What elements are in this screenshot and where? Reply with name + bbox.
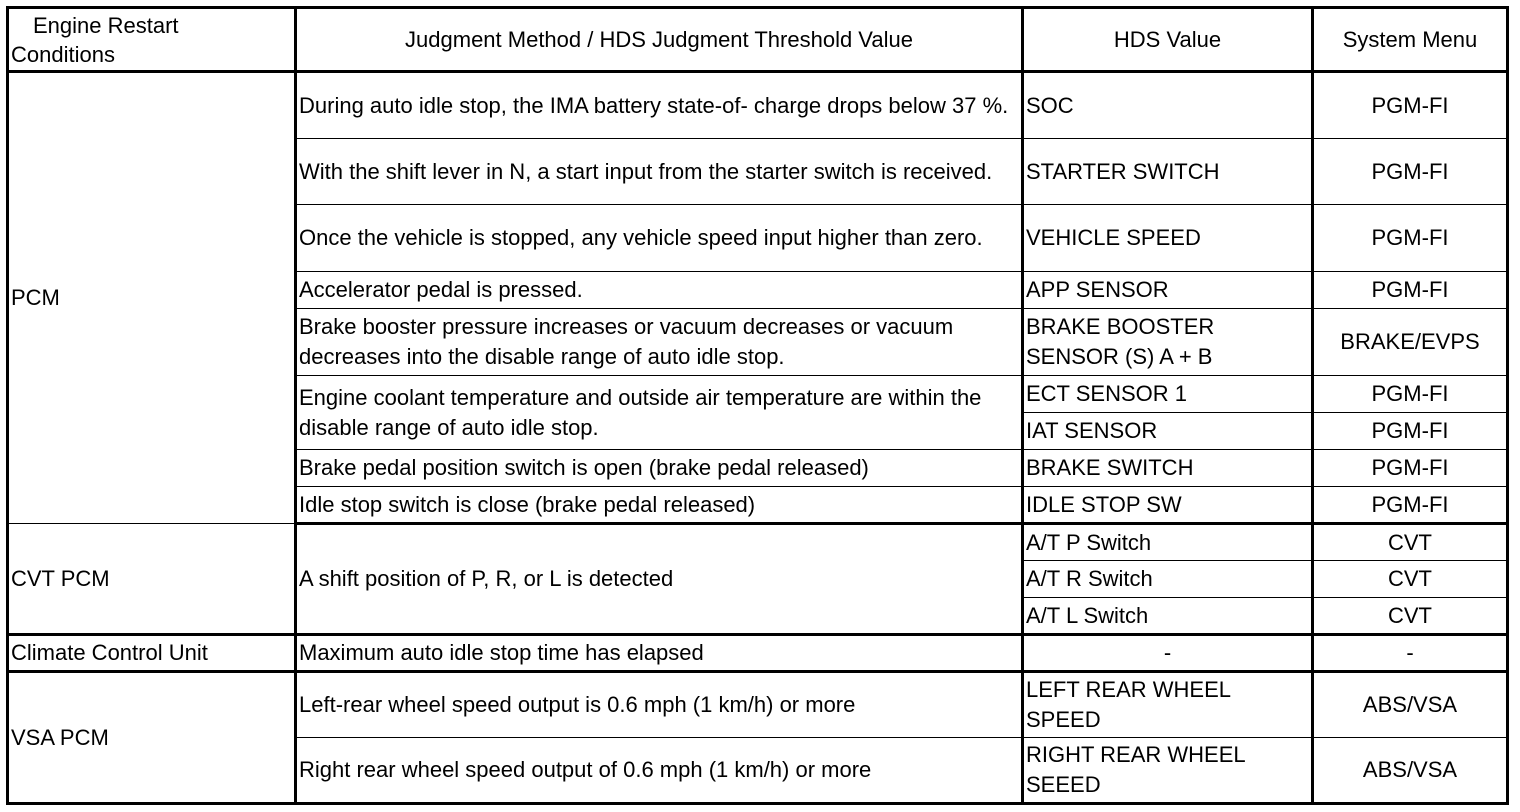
hds-value-cell: BRAKE SWITCH — [1023, 450, 1313, 487]
header-row — [8, 8, 1508, 72]
hds-value-cell: - — [1023, 635, 1313, 672]
method-cell: During auto idle stop, the IMA battery state-of- charge drops below 37 %. — [296, 72, 1023, 139]
method-cell: Idle stop switch is close (brake pedal released) — [296, 487, 1023, 524]
condition-cell-vsa-pcm: VSA PCM — [8, 672, 296, 804]
system-menu-cell: CVT — [1313, 561, 1508, 598]
system-menu-cell: ABS/VSA — [1313, 738, 1508, 804]
system-menu-cell: BRAKE/EVPS — [1313, 309, 1508, 376]
method-cell: Engine coolant temperature and outside air temperature are within the disable range of auto idle stop. — [296, 376, 1023, 450]
hds-value-cell: ECT SENSOR 1 — [1023, 376, 1313, 413]
method-cell: Right rear wheel speed output of 0.6 mph (1 km/h) or more — [296, 738, 1023, 804]
table-row — [8, 635, 1508, 672]
header-condition — [8, 8, 296, 72]
system-menu-cell: PGM-FI — [1313, 272, 1508, 309]
condition-cell-cvt-pcm: CVT PCM — [8, 524, 296, 635]
hds-value-cell: STARTER SWITCH — [1023, 139, 1313, 205]
system-menu-cell: PGM-FI — [1313, 450, 1508, 487]
system-menu-cell: ABS/VSA — [1313, 672, 1508, 738]
method-cell: Accelerator pedal is pressed. — [296, 272, 1023, 309]
hds-value-cell: VEHICLE SPEED — [1023, 205, 1313, 272]
header-method: Judgment Method / HDS Judgment Threshold Value — [296, 8, 1023, 72]
method-cell: A shift position of P, R, or L is detected — [296, 524, 1023, 635]
method-cell: Brake booster pressure increases or vacuum decreases or vacuum decreases into the disable range of auto idle stop. — [296, 309, 1023, 376]
header-hds-value: HDS Value — [1023, 8, 1313, 72]
header-condition-line-1: Engine Restart — [33, 12, 179, 38]
table-row — [8, 72, 1508, 139]
method-cell: Brake pedal position switch is open (brake pedal released) — [296, 450, 1023, 487]
hds-value-cell: IDLE STOP SW — [1023, 487, 1313, 524]
hds-value-cell: IAT SENSOR — [1023, 413, 1313, 450]
table-row — [8, 524, 1508, 561]
system-menu-cell: PGM-FI — [1313, 139, 1508, 205]
system-menu-cell: CVT — [1313, 598, 1508, 635]
hds-value-cell: A/T L Switch — [1023, 598, 1313, 635]
engine-restart-conditions-table — [6, 6, 1509, 805]
method-cell: Maximum auto idle stop time has elapsed — [296, 635, 1023, 672]
condition-cell-pcm: PCM — [8, 72, 296, 524]
hds-value-cell: BRAKE BOOSTER SENSOR (S) A + B — [1023, 309, 1313, 376]
header-condition-line-2: Conditions — [11, 41, 115, 67]
system-menu-cell: - — [1313, 635, 1508, 672]
system-menu-cell: PGM-FI — [1313, 205, 1508, 272]
table-row — [8, 672, 1508, 738]
system-menu-cell: PGM-FI — [1313, 376, 1508, 413]
hds-value-cell: LEFT REAR WHEEL SPEED — [1023, 672, 1313, 738]
system-menu-cell: CVT — [1313, 524, 1508, 561]
system-menu-cell: PGM-FI — [1313, 72, 1508, 139]
method-cell: Once the vehicle is stopped, any vehicle speed input higher than zero. — [296, 205, 1023, 272]
header-system-menu: System Menu — [1313, 8, 1508, 72]
system-menu-cell: PGM-FI — [1313, 487, 1508, 524]
hds-value-cell: A/T R Switch — [1023, 561, 1313, 598]
hds-value-cell: A/T P Switch — [1023, 524, 1313, 561]
hds-value-cell: RIGHT REAR WHEEL SEEED — [1023, 738, 1313, 804]
method-cell: With the shift lever in N, a start input from the starter switch is received. — [296, 139, 1023, 205]
method-cell: Left-rear wheel speed output is 0.6 mph (1 km/h) or more — [296, 672, 1023, 738]
hds-value-cell: APP SENSOR — [1023, 272, 1313, 309]
system-menu-cell: PGM-FI — [1313, 413, 1508, 450]
condition-cell-climate-control-unit: Climate Control Unit — [8, 635, 296, 672]
hds-value-cell: SOC — [1023, 72, 1313, 139]
